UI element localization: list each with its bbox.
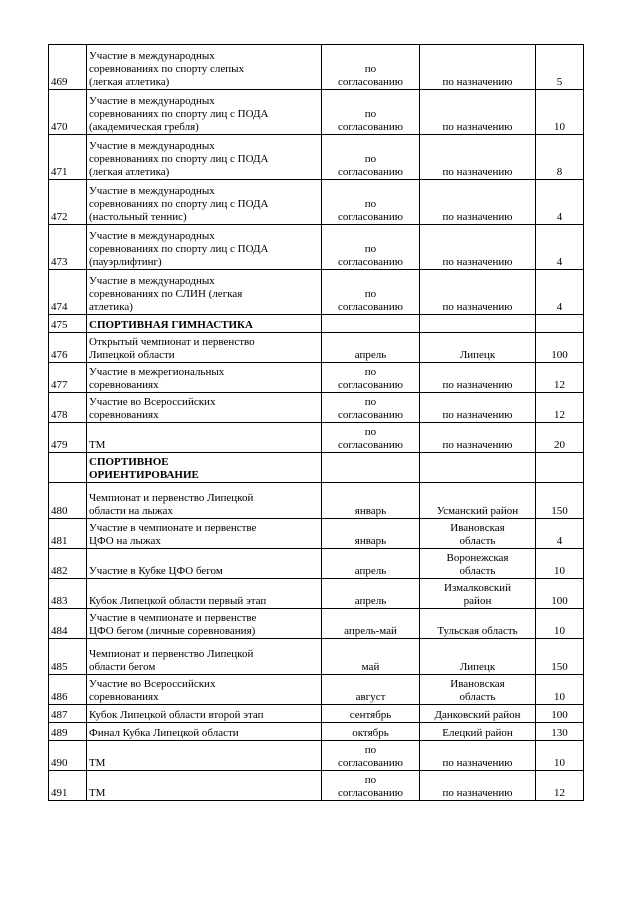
- participant-count: [536, 315, 584, 333]
- cell-line: согласованию: [337, 301, 403, 313]
- row-number: 469: [49, 45, 87, 90]
- event-place: [420, 549, 536, 579]
- cell-line: январь: [354, 535, 387, 547]
- event-place: [420, 453, 536, 483]
- event-date: [322, 363, 420, 393]
- participant-count: 4: [536, 225, 584, 270]
- cell-line: соревнованиях по спорту лиц с ПОДА: [89, 198, 269, 210]
- event-name: [87, 45, 322, 90]
- cell-line: по: [364, 63, 377, 75]
- participant-count: 4: [536, 270, 584, 315]
- event-name: [87, 423, 322, 453]
- participant-count: 8: [536, 135, 584, 180]
- cell-line: области бегом: [89, 661, 156, 673]
- cell-line: соревнованиях: [89, 379, 159, 391]
- table-row: [49, 225, 584, 270]
- cell-line: январь: [354, 505, 387, 517]
- row-number: 472: [49, 180, 87, 225]
- section-title: [87, 315, 322, 333]
- table-row: [49, 579, 584, 609]
- cell-line: Тульская область: [437, 625, 518, 637]
- table-row: [49, 333, 584, 363]
- event-name: [87, 180, 322, 225]
- event-name: [87, 741, 322, 771]
- participant-count: 12: [536, 393, 584, 423]
- event-date: [322, 771, 420, 801]
- table-row: [49, 483, 584, 519]
- event-date: [322, 639, 420, 675]
- cell-line: по: [364, 243, 377, 255]
- cell-line: по: [364, 288, 377, 300]
- cell-line: соревнованиях по спорту лиц с ПОДА: [89, 108, 269, 120]
- cell-line: по назначению: [442, 301, 513, 313]
- event-place: [420, 723, 536, 741]
- cell-line: Участие в международных: [89, 95, 215, 107]
- cell-line: по назначению: [442, 211, 513, 223]
- cell-line: сентябрь: [349, 709, 392, 721]
- event-name: [87, 483, 322, 519]
- event-date: [322, 225, 420, 270]
- cell-line: (легкая атлетика): [89, 76, 170, 88]
- row-number: [49, 453, 87, 483]
- table-row: [49, 135, 584, 180]
- cell-line: Елецкий район: [442, 727, 513, 739]
- event-place: [420, 519, 536, 549]
- cell-line: Участие в международных: [89, 50, 215, 62]
- cell-line: по назначению: [442, 439, 513, 451]
- participant-count: 10: [536, 549, 584, 579]
- cell-line: район: [463, 595, 492, 607]
- cell-line: согласованию: [337, 121, 403, 133]
- cell-line: ТМ: [89, 439, 106, 451]
- cell-line: Участие в международных: [89, 275, 215, 287]
- cell-line: октябрь: [352, 727, 389, 739]
- events-table-body: [49, 45, 584, 801]
- cell-line: Измалковский: [444, 582, 511, 594]
- cell-line: Чемпионат и первенство Липецкой: [89, 648, 254, 660]
- cell-line: Кубок Липецкой области первый этап: [89, 595, 267, 607]
- row-number: 481: [49, 519, 87, 549]
- cell-line: атлетика): [89, 301, 133, 313]
- participant-count: 10: [536, 90, 584, 135]
- event-place: [420, 363, 536, 393]
- row-number: 474: [49, 270, 87, 315]
- table-row: [49, 609, 584, 639]
- event-name: [87, 723, 322, 741]
- row-number: 489: [49, 723, 87, 741]
- section-row: [49, 453, 584, 483]
- cell-line: СПОРТИВНАЯ ГИМНАСТИКА: [89, 319, 253, 331]
- event-name: [87, 519, 322, 549]
- cell-line: ТМ: [89, 757, 106, 769]
- cell-line: Липецкой области: [89, 349, 175, 361]
- row-number: 491: [49, 771, 87, 801]
- event-date: [322, 705, 420, 723]
- event-date: [322, 483, 420, 519]
- cell-line: по: [364, 198, 377, 210]
- cell-line: Ивановская: [450, 522, 505, 534]
- cell-line: ЦФО на лыжах: [89, 535, 161, 547]
- table-row: [49, 90, 584, 135]
- row-number: 486: [49, 675, 87, 705]
- event-place: [420, 675, 536, 705]
- table-row: [49, 705, 584, 723]
- cell-line: по назначению: [442, 757, 513, 769]
- event-name: [87, 771, 322, 801]
- participant-count: 10: [536, 675, 584, 705]
- cell-line: по: [364, 426, 377, 438]
- event-place: [420, 393, 536, 423]
- cell-line: август: [355, 691, 386, 703]
- table-row: [49, 741, 584, 771]
- row-number: 485: [49, 639, 87, 675]
- row-number: 483: [49, 579, 87, 609]
- row-number: 475: [49, 315, 87, 333]
- participant-count: 5: [536, 45, 584, 90]
- event-date: [322, 453, 420, 483]
- row-number: 470: [49, 90, 87, 135]
- event-name: [87, 225, 322, 270]
- section-row: [49, 315, 584, 333]
- event-date: [322, 333, 420, 363]
- event-place: [420, 771, 536, 801]
- cell-line: апрель-май: [344, 625, 397, 637]
- cell-line: по: [364, 366, 377, 378]
- table-row: [49, 393, 584, 423]
- table-row: [49, 771, 584, 801]
- event-place: [420, 423, 536, 453]
- cell-line: по назначению: [442, 256, 513, 268]
- cell-line: апрель: [354, 565, 387, 577]
- participant-count: 4: [536, 519, 584, 549]
- row-number: 480: [49, 483, 87, 519]
- event-date: [322, 423, 420, 453]
- cell-line: ЦФО бегом (личные соревнования): [89, 625, 256, 637]
- cell-line: Открытый чемпионат и первенство: [89, 336, 255, 348]
- cell-line: по назначению: [442, 76, 513, 88]
- event-name: [87, 549, 322, 579]
- cell-line: согласованию: [337, 76, 403, 88]
- cell-line: СПОРТИВНОЕ: [89, 456, 169, 468]
- event-name: [87, 639, 322, 675]
- table-row: [49, 519, 584, 549]
- event-place: [420, 579, 536, 609]
- cell-line: (пауэрлифтинг): [89, 256, 162, 268]
- participant-count: 100: [536, 579, 584, 609]
- event-place: [420, 90, 536, 135]
- cell-line: ОРИЕНТИРОВАНИЕ: [89, 469, 199, 481]
- cell-line: Участие в чемпионате и первенстве: [89, 522, 257, 534]
- cell-line: Липецк: [459, 349, 496, 361]
- cell-line: ТМ: [89, 787, 106, 799]
- table-row: [49, 45, 584, 90]
- event-name: [87, 270, 322, 315]
- event-date: [322, 519, 420, 549]
- cell-line: область: [459, 565, 496, 577]
- cell-line: Участие во Всероссийских: [89, 396, 216, 408]
- participant-count: 100: [536, 705, 584, 723]
- event-name: [87, 675, 322, 705]
- cell-line: (настольный теннис): [89, 211, 187, 223]
- event-date: [322, 180, 420, 225]
- participant-count: 10: [536, 609, 584, 639]
- cell-line: апрель: [354, 349, 387, 361]
- event-place: [420, 483, 536, 519]
- event-name: [87, 363, 322, 393]
- cell-line: Финал Кубка Липецкой области: [89, 727, 239, 739]
- event-place: [420, 270, 536, 315]
- section-title: [87, 453, 322, 483]
- cell-line: Участие в Кубке ЦФО бегом: [89, 565, 223, 577]
- table-row: [49, 363, 584, 393]
- cell-line: по: [364, 153, 377, 165]
- event-place: [420, 135, 536, 180]
- table-row: [49, 423, 584, 453]
- table-row: [49, 180, 584, 225]
- participant-count: 12: [536, 771, 584, 801]
- cell-line: согласованию: [337, 757, 403, 769]
- row-number: 478: [49, 393, 87, 423]
- cell-line: Воронежская: [446, 552, 509, 564]
- participant-count: 100: [536, 333, 584, 363]
- cell-line: соревнованиях по спорту лиц с ПОДА: [89, 243, 269, 255]
- row-number: 479: [49, 423, 87, 453]
- row-number: 484: [49, 609, 87, 639]
- row-number: 490: [49, 741, 87, 771]
- cell-line: Липецк: [459, 661, 496, 673]
- event-date: [322, 579, 420, 609]
- cell-line: Усманский район: [436, 505, 519, 517]
- event-place: [420, 639, 536, 675]
- cell-line: по назначению: [442, 121, 513, 133]
- cell-line: Участие в чемпионате и первенстве: [89, 612, 257, 624]
- cell-line: по: [364, 108, 377, 120]
- cell-line: согласованию: [337, 409, 403, 421]
- cell-line: соревнованиях по спорту лиц с ПОДА: [89, 153, 269, 165]
- row-number: 471: [49, 135, 87, 180]
- participant-count: 130: [536, 723, 584, 741]
- cell-line: области на лыжах: [89, 505, 173, 517]
- row-number: 487: [49, 705, 87, 723]
- row-number: 473: [49, 225, 87, 270]
- event-name: [87, 90, 322, 135]
- cell-line: согласованию: [337, 256, 403, 268]
- event-name: [87, 135, 322, 180]
- cell-line: по назначению: [442, 166, 513, 178]
- event-date: [322, 675, 420, 705]
- participant-count: 150: [536, 639, 584, 675]
- row-number: 476: [49, 333, 87, 363]
- event-name: [87, 705, 322, 723]
- cell-line: Ивановская: [450, 678, 505, 690]
- cell-line: соревнованиях по СЛИН (легкая: [89, 288, 243, 300]
- row-number: 477: [49, 363, 87, 393]
- cell-line: Участие в межрегиональных: [89, 366, 225, 378]
- event-date: [322, 90, 420, 135]
- cell-line: соревнованиях: [89, 691, 159, 703]
- cell-line: по назначению: [442, 409, 513, 421]
- participant-count: [536, 453, 584, 483]
- cell-line: соревнованиях по спорту слепых: [89, 63, 245, 75]
- event-date: [322, 549, 420, 579]
- event-date: [322, 393, 420, 423]
- table-row: [49, 675, 584, 705]
- table-row: [49, 549, 584, 579]
- cell-line: соревнованиях: [89, 409, 159, 421]
- participant-count: 12: [536, 363, 584, 393]
- event-date: [322, 723, 420, 741]
- event-name: [87, 579, 322, 609]
- cell-line: согласованию: [337, 379, 403, 391]
- participant-count: 4: [536, 180, 584, 225]
- cell-line: область: [459, 691, 496, 703]
- participant-count: 20: [536, 423, 584, 453]
- event-place: [420, 180, 536, 225]
- events-table: [48, 44, 584, 801]
- cell-line: область: [459, 535, 496, 547]
- cell-line: согласованию: [337, 787, 403, 799]
- event-date: [322, 270, 420, 315]
- event-date: [322, 45, 420, 90]
- cell-line: апрель: [354, 595, 387, 607]
- event-date: [322, 315, 420, 333]
- cell-line: согласованию: [337, 439, 403, 451]
- cell-line: по назначению: [442, 787, 513, 799]
- cell-line: по назначению: [442, 379, 513, 391]
- cell-line: Участие в международных: [89, 140, 215, 152]
- cell-line: Участие в международных: [89, 230, 215, 242]
- participant-count: 150: [536, 483, 584, 519]
- event-name: [87, 333, 322, 363]
- event-date: [322, 135, 420, 180]
- cell-line: по: [364, 744, 377, 756]
- participant-count: 10: [536, 741, 584, 771]
- cell-line: по: [364, 774, 377, 786]
- cell-line: согласованию: [337, 211, 403, 223]
- cell-line: Участие во Всероссийских: [89, 678, 216, 690]
- cell-line: май: [361, 661, 380, 673]
- event-name: [87, 609, 322, 639]
- cell-line: (академическая гребля): [89, 121, 199, 133]
- event-name: [87, 393, 322, 423]
- cell-line: Данковский район: [434, 709, 521, 721]
- cell-line: по: [364, 396, 377, 408]
- table-row: [49, 639, 584, 675]
- event-place: [420, 705, 536, 723]
- cell-line: (легкая атлетика): [89, 166, 170, 178]
- event-date: [322, 741, 420, 771]
- cell-line: Участие в международных: [89, 185, 215, 197]
- event-place: [420, 225, 536, 270]
- table-row: [49, 723, 584, 741]
- table-row: [49, 270, 584, 315]
- event-place: [420, 741, 536, 771]
- event-date: [322, 609, 420, 639]
- event-place: [420, 315, 536, 333]
- event-place: [420, 333, 536, 363]
- event-place: [420, 45, 536, 90]
- cell-line: Кубок Липецкой области второй этап: [89, 709, 264, 721]
- cell-line: Чемпионат и первенство Липецкой: [89, 492, 254, 504]
- cell-line: согласованию: [337, 166, 403, 178]
- event-place: [420, 609, 536, 639]
- row-number: 482: [49, 549, 87, 579]
